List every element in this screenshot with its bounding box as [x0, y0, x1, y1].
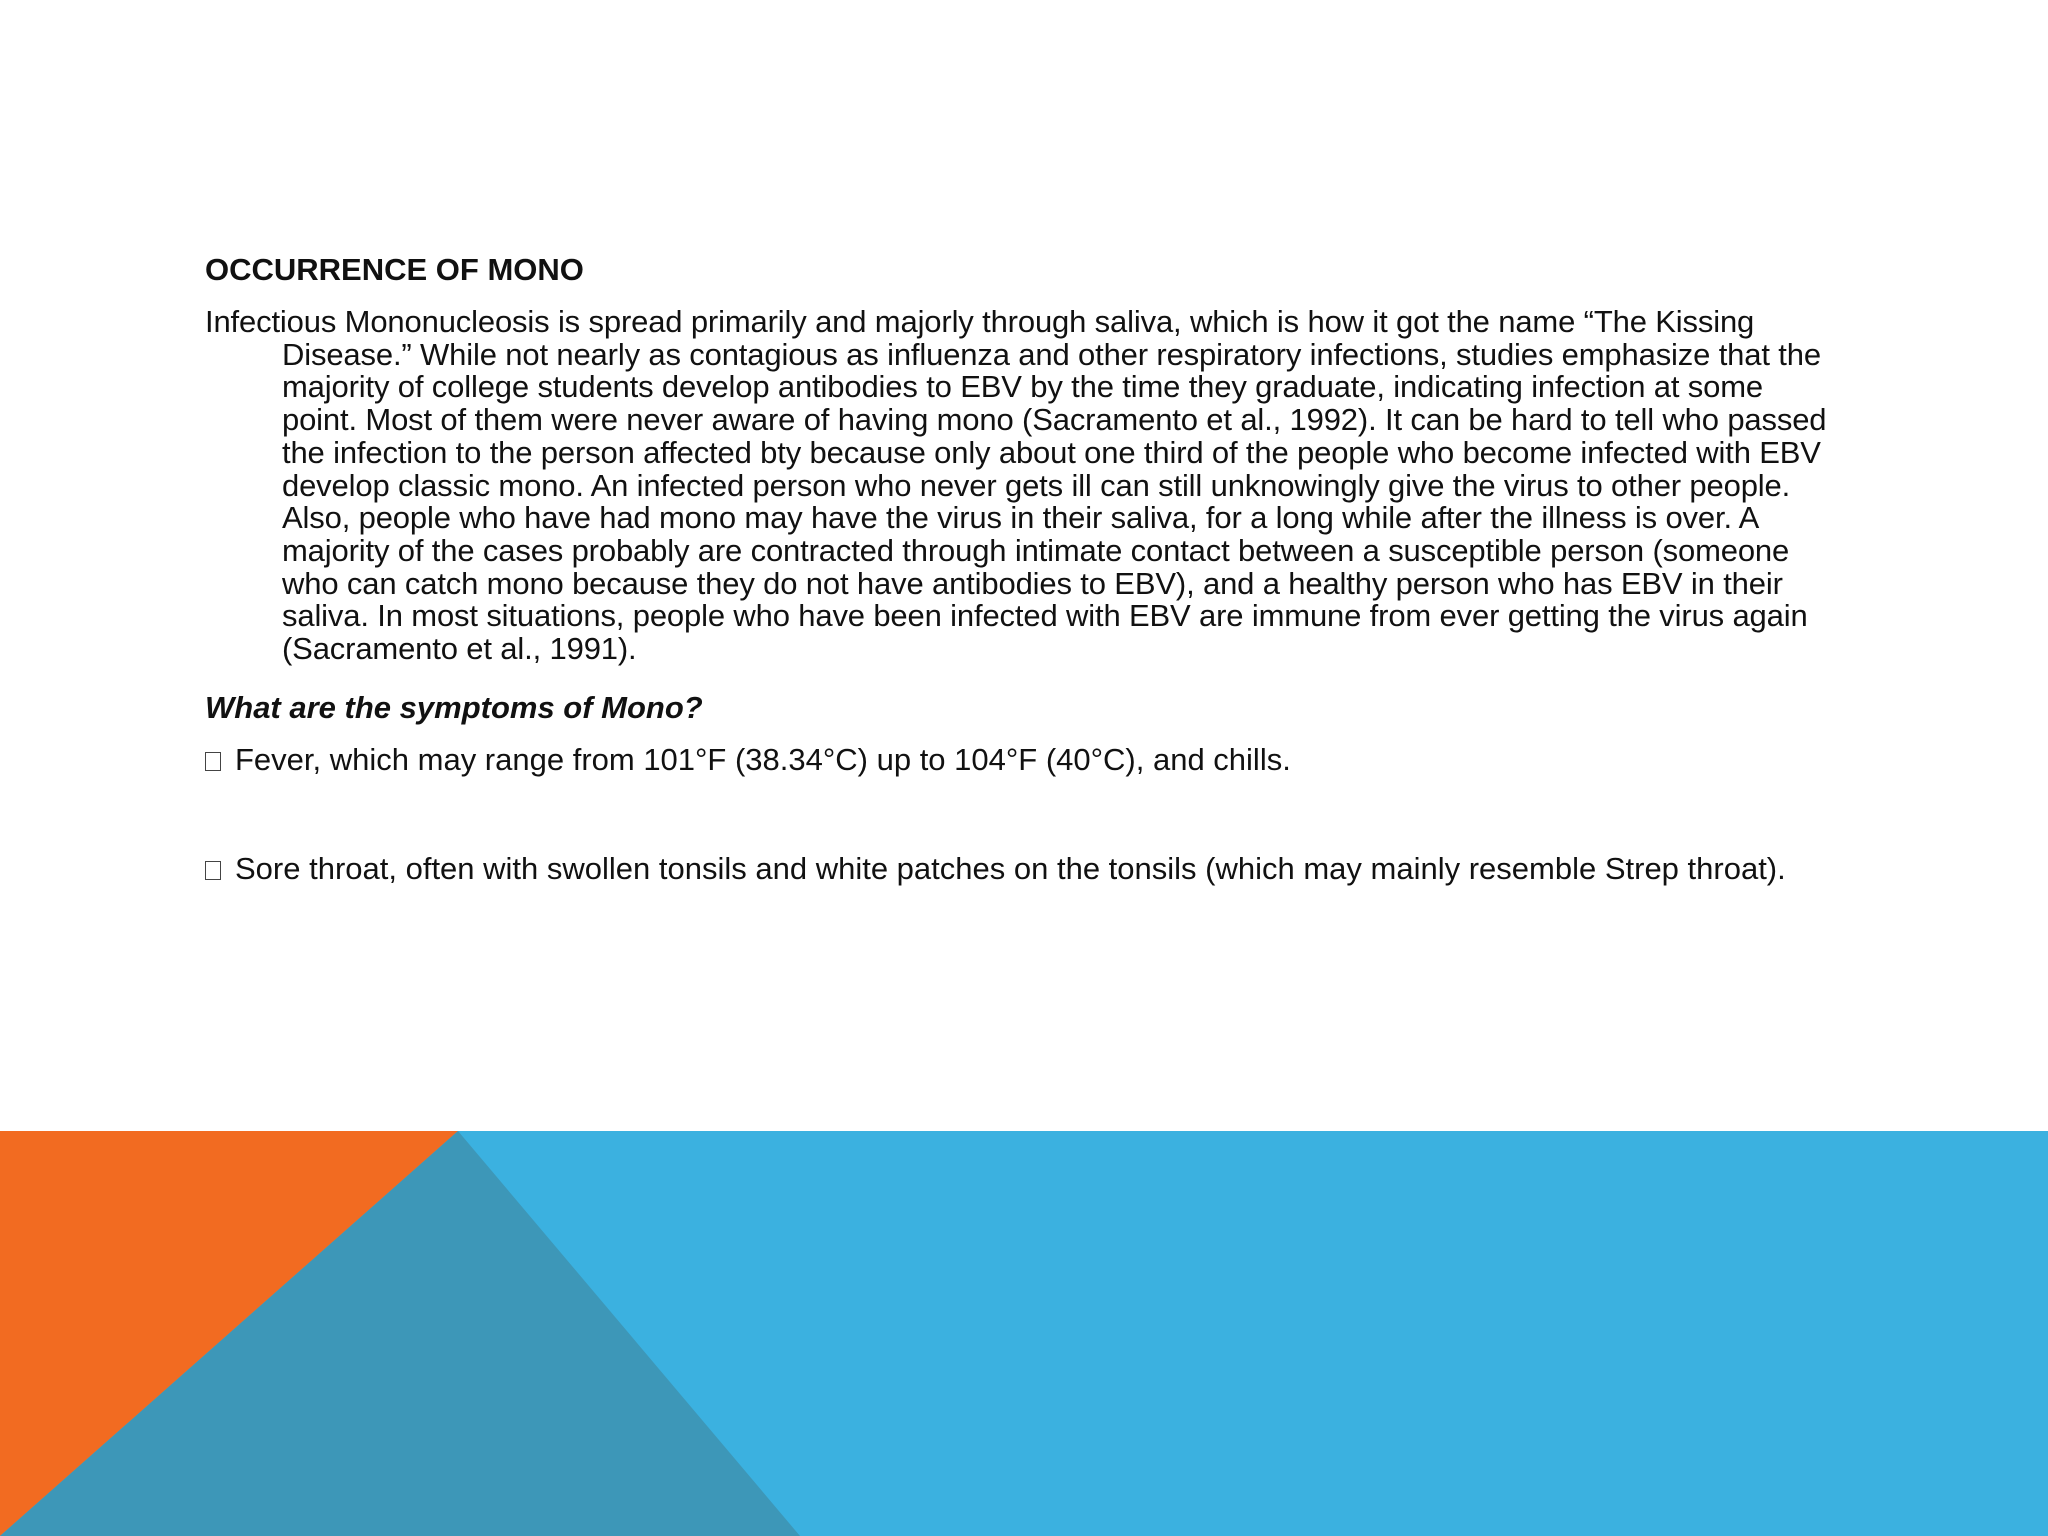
bullet-item [205, 853, 1845, 886]
bullet-box-icon [205, 861, 221, 880]
body-paragraph: Infectious Mononucleosis is spread primarily and majorly through saliva, which is how it got the name “The Kissing Disease.” While not nearly as contagious as influenza and other respiratory infections, studies emphasize that the majority of college students develop antibodies to EBV by the time they graduate, indicating infection at some point. Most of them were never aware of having mono (Sacramento et al., 1992). It can be hard to tell who passed the infection to the person affected bty because only about one third of the people who become infected with EBV develop classic mono. An infected person who never gets ill can still unknowingly give the virus to other people. Also, people who have had mono may have the virus in their saliva, for a long while after the illness is over. A majority of the cases probably are contracted through intimate contact between a susceptible person (someone who can catch mono because they do not have antibodies to EBV), and a healthy person who has EBV in their saliva. In most situations, people who have been infected with EBV are immune from ever getting the virus again (Sacramento et al., 1991). [205, 304, 1827, 667]
bullet-text: Sore throat, often with swollen tonsils and white patches on the tonsils (which may mainly resemble Strep throat). [235, 851, 1786, 887]
bullet-box-icon [205, 752, 221, 771]
slide-content [205, 248, 1845, 886]
section-heading: OCCURRENCE OF MONO [205, 252, 584, 287]
footer-decoration [0, 1131, 2048, 1536]
symptoms-subheading: What are the symptoms of Mono? [205, 689, 703, 725]
bullet-text: Fever, which may range from 101°F (38.34°C) up to 104°F (40°C), and chills. [235, 741, 1291, 777]
bullet-item [205, 741, 1845, 777]
